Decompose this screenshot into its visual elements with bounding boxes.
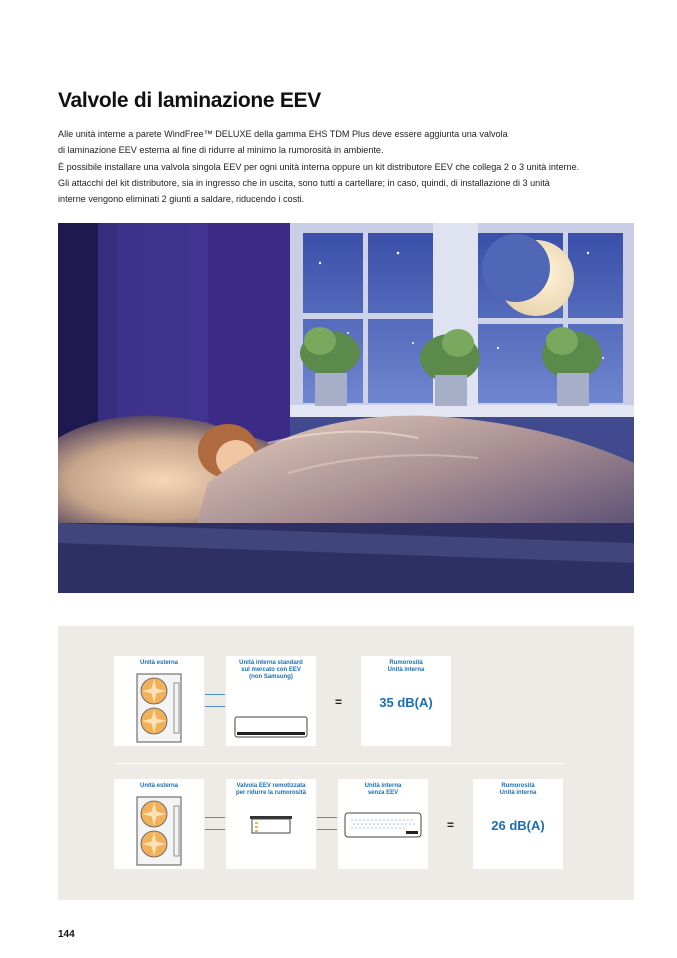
noise-result-card — [361, 656, 451, 746]
noise-result-label: Rumorosità Unità interna — [387, 660, 425, 674]
eev-valve-icon — [249, 813, 293, 835]
sleeping-child-photo — [58, 223, 634, 593]
standard-indoor-unit-icon — [234, 716, 308, 738]
equals-sign: = — [335, 695, 343, 709]
noise-result-label: Rumorosità Unità interna — [499, 783, 537, 797]
intro-line: Gli attacchi del kit distributore, sia in ingresso che in uscita, sono tutti a cartellare; in caso, quindi, di installazione di 3 unità — [58, 177, 550, 188]
intro-line: interne vengono eliminati 2 giunti a saldare, riducendo i costi. — [58, 194, 305, 205]
refrigerant-pipe — [317, 817, 337, 818]
noise-result-card — [473, 779, 563, 869]
refrigerant-pipe — [317, 829, 337, 830]
noise-result-value: 26 dB(A) — [491, 818, 545, 833]
noise-comparison-diagram — [58, 626, 634, 900]
outdoor-unit-icon — [136, 796, 182, 866]
eev-valve-label: Valvola EEV remotizzata per ridurre la rumorosità — [235, 783, 307, 797]
intro-line: Alle unità interne a parete WindFree™ DELUXE della gamma EHS TDM Plus deve essere aggiunta una valvola — [58, 129, 508, 139]
outdoor-unit-label: Unità esterna — [139, 660, 178, 666]
noise-result-value: 35 dB(A) — [379, 695, 433, 710]
refrigerant-pipe — [205, 817, 225, 818]
page-title: Valvole di laminazione EEV — [58, 89, 321, 112]
indoor-unit-card — [226, 656, 316, 746]
eev-valve-card — [226, 779, 316, 869]
indoor-unit-label: Unità interna senza EEV — [364, 783, 402, 797]
page-number: 144 — [58, 929, 75, 940]
indoor-unit-card — [338, 779, 428, 869]
intro-line: È possibile installare una valvola singola EEV per ogni unità interna oppure un kit distributore EEV che collega 2 o 3 unità interne. — [58, 161, 580, 172]
refrigerant-pipe — [205, 706, 225, 707]
outdoor-unit-card — [114, 779, 204, 869]
row-divider — [115, 763, 565, 764]
indoor-unit-label: Unità interna standard sul mercato con EEV (non Samsung) — [239, 660, 303, 681]
outdoor-unit-label: Unità esterna — [139, 783, 178, 789]
refrigerant-pipe — [205, 829, 225, 830]
equals-sign: = — [447, 818, 455, 832]
outdoor-unit-icon — [136, 673, 182, 743]
refrigerant-pipe — [205, 694, 225, 695]
intro-line: di laminazione EEV esterna al fine di ridurre al minimo la rumorosità in ambiente. — [58, 145, 384, 156]
intro-text — [58, 126, 638, 207]
outdoor-unit-card — [114, 656, 204, 746]
windfree-indoor-unit-icon — [344, 812, 422, 838]
